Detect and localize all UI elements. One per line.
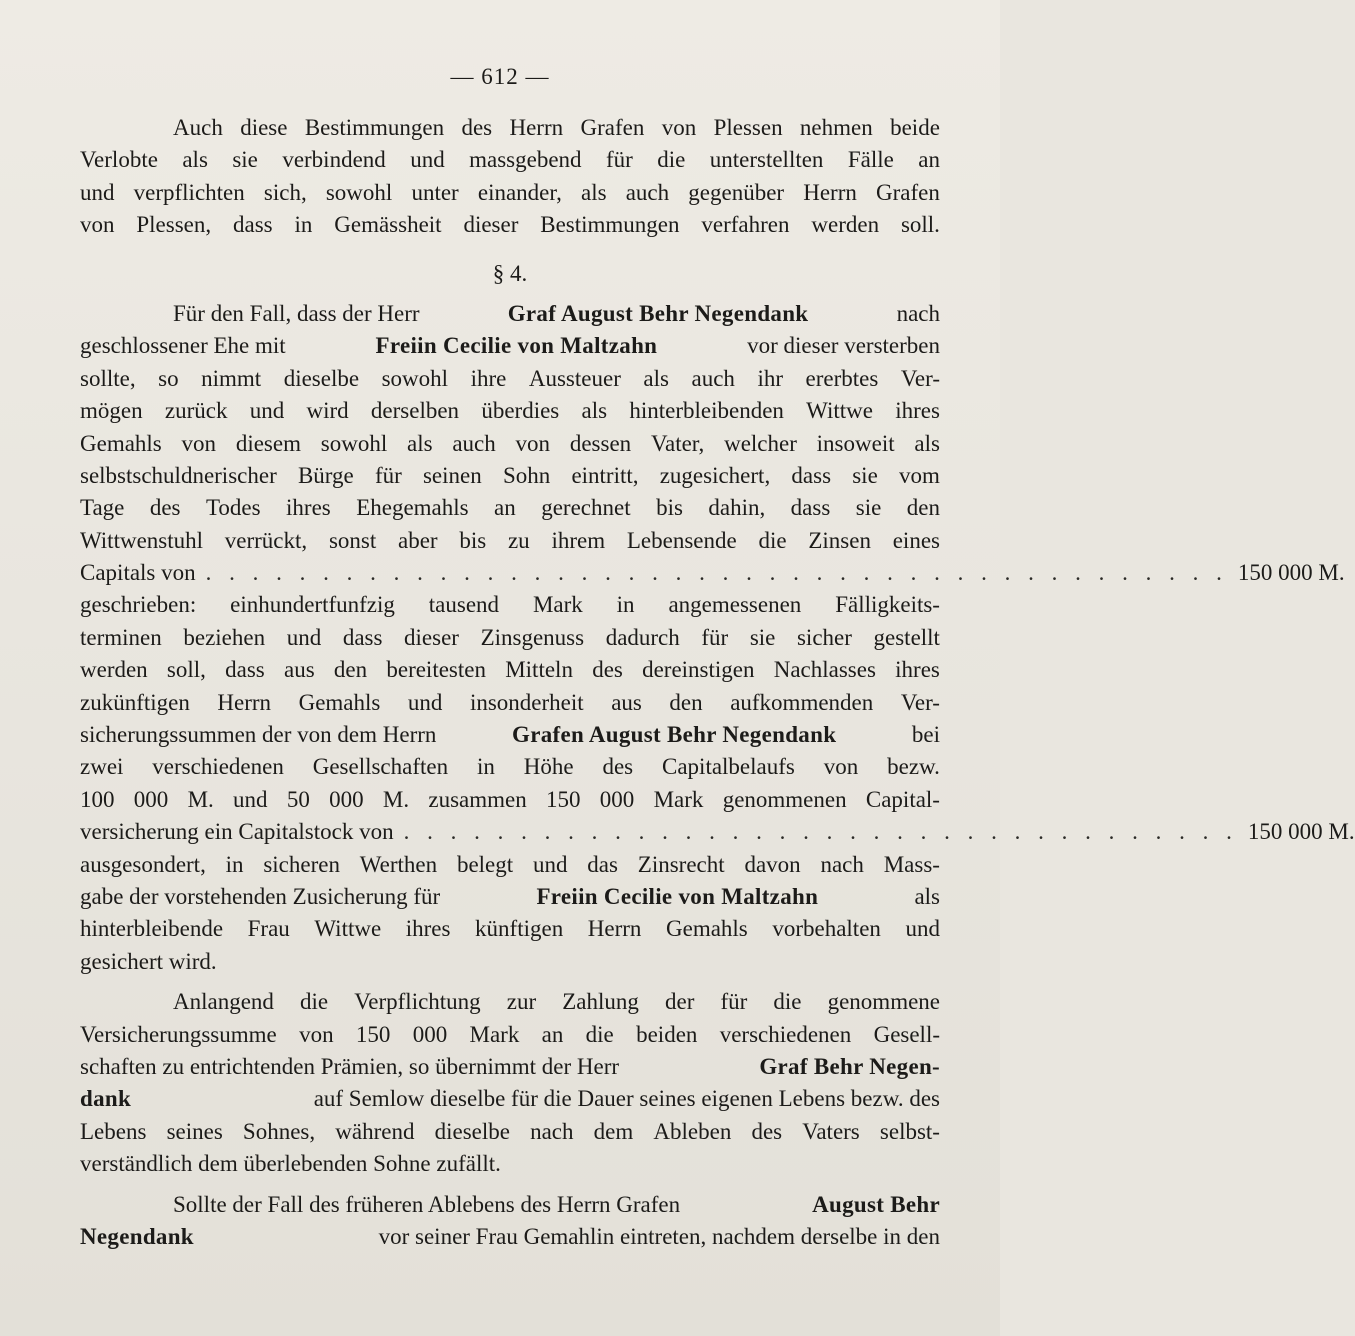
text-line: 100 000 M. und 50 000 M. zusammen 150 000 Mark genommenen Capital- (80, 786, 940, 812)
text-run: geschlossener Ehe mit (80, 333, 286, 359)
bold-name: Graf Behr Negen- (759, 1053, 940, 1079)
text-run: gabe der vorstehenden Zusicherung für (80, 883, 441, 909)
text-line: Tage des Todes ihres Ehegemahls an gerechnet bis dahin, dass sie den (80, 495, 940, 521)
section-heading: § 4. (492, 260, 528, 286)
text-line (80, 1221, 940, 1253)
text-line: Lebens seines Sohnes, während dieselbe nach dem Ableben des Vaters selbst- (80, 1118, 940, 1144)
text-line: Gemahls von diesem sowohl als auch von dessen Vater, welcher insoweit als (80, 430, 940, 456)
text-line: verständlich dem überlebenden Sohne zufällt. (80, 1151, 501, 1177)
text-line-amount (80, 816, 1355, 848)
paragraph-1 (80, 112, 940, 242)
text-line: terminen beziehen und dass dieser Zinsgenuss dadurch für sie sicher gestellt (80, 624, 940, 650)
bold-name: August Behr (812, 1191, 940, 1217)
text-run: Sollte der Fall des früheren Ablebens des Herrn Grafen (173, 1191, 681, 1217)
text-line (80, 298, 940, 330)
dot-leader: . . . . . . . . . . . . . . . . . . . . . . . . . . . . . . . . . . . . (403, 819, 1238, 845)
text-line: Wittwenstuhl verrückt, sonst aber bis zu ihrem Lebensende die Zinsen eines (80, 527, 940, 553)
body-text (80, 112, 1355, 1253)
text-line: und verpflichten sich, sowohl unter einander, als auch gegenüber Herrn Grafen (80, 179, 940, 205)
text-run: bei (911, 722, 940, 748)
text-line: Verlobte als sie verbindend und massgebend für die unterstellten Fälle an (80, 147, 940, 173)
text-run: nach (896, 300, 940, 326)
dot-leader: . . . . . . . . . . . . . . . . . . . . . . . . . . . . . . . . . . . . . . . . . . . . (205, 560, 1228, 586)
text-line (80, 881, 940, 913)
amount: 150 000 M. (1247, 819, 1355, 845)
bold-name: Negendank (80, 1223, 194, 1249)
text-line (80, 330, 940, 362)
text-line: sollte, so nimmt dieselbe sowohl ihre Aussteuer als auch ihr ererbtes Ver- (80, 365, 940, 391)
bold-name: Freiin Cecilie von Maltzahn (375, 333, 658, 359)
bold-name: Graf August Behr Negendank (507, 300, 809, 326)
text-line: Anlangend die Verpflichtung zur Zahlung der für die genommene (173, 989, 940, 1015)
text-line: werden soll, dass aus den bereitesten Mitteln des dereinstigen Nachlasses ihres (80, 657, 940, 683)
text-line: Auch diese Bestimmungen des Herrn Grafen von Plessen nehmen beide (173, 115, 940, 140)
text-line: Versicherungssumme von 150 000 Mark an die beiden verschiedenen Gesell- (80, 1021, 940, 1047)
paragraph-3 (80, 986, 940, 1180)
text-line: hinterbleibende Frau Wittwe ihres künftigen Herrn Gemahls vorbehalten und (80, 916, 940, 942)
text-line: selbstschuldnerischer Bürge für seinen Sohn eintritt, zugesichert, dass sie vom (80, 462, 940, 488)
text-run: als (914, 883, 940, 909)
text-line (80, 1189, 940, 1221)
text-line (80, 719, 940, 751)
paragraph-2 (80, 298, 1355, 978)
text-line (80, 1051, 940, 1083)
page-number: — 612 — (450, 64, 550, 89)
text-run: vor dieser versterben (747, 333, 940, 359)
text-run: Für den Fall, dass der Herr (173, 300, 420, 326)
text-line-amount (80, 557, 1345, 589)
bold-name: dank (80, 1086, 132, 1112)
text-run: sicherungssummen der von dem Herrn (80, 722, 437, 748)
text-line: geschrieben: einhundertfunfzig tausend Mark in angemessenen Fälligkeits- (80, 592, 940, 618)
text-line: zwei verschiedenen Gesellschaften in Höhe des Capitalbelaufs von bezw. (80, 754, 940, 780)
text-run: vor seiner Frau Gemahlin eintreten, nachdem derselbe in den (378, 1223, 940, 1249)
text-line: zukünftigen Herrn Gemahls und insonderheit aus den aufkommenden Ver- (80, 689, 940, 715)
text-run: versicherung ein Capitalstock von (80, 819, 394, 845)
text-run: schaften zu entrichtenden Prämien, so übernimmt der Herr (80, 1053, 620, 1079)
text-line (80, 1083, 940, 1115)
paragraph-4 (80, 1189, 940, 1254)
text-run: auf Semlow dieselbe für die Dauer seines eigenen Lebens bezw. des (313, 1086, 940, 1112)
text-line: von Plessen, dass in Gemässheit dieser Bestimmungen verfahren werden soll. (80, 212, 940, 238)
bold-name: Grafen August Behr Negendank (512, 722, 837, 748)
text-line: mögen zurück und wird derselben überdies als hinterbleibenden Wittwe ihres (80, 398, 940, 424)
text-line: gesichert wird. (80, 948, 217, 974)
bold-name: Freiin Cecilie von Maltzahn (536, 883, 819, 909)
amount: 150 000 M. (1237, 560, 1345, 586)
text-run: Capitals von (80, 560, 196, 586)
text-line: ausgesondert, in sicheren Werthen belegt und das Zinsrecht davon nach Mass- (80, 851, 940, 877)
